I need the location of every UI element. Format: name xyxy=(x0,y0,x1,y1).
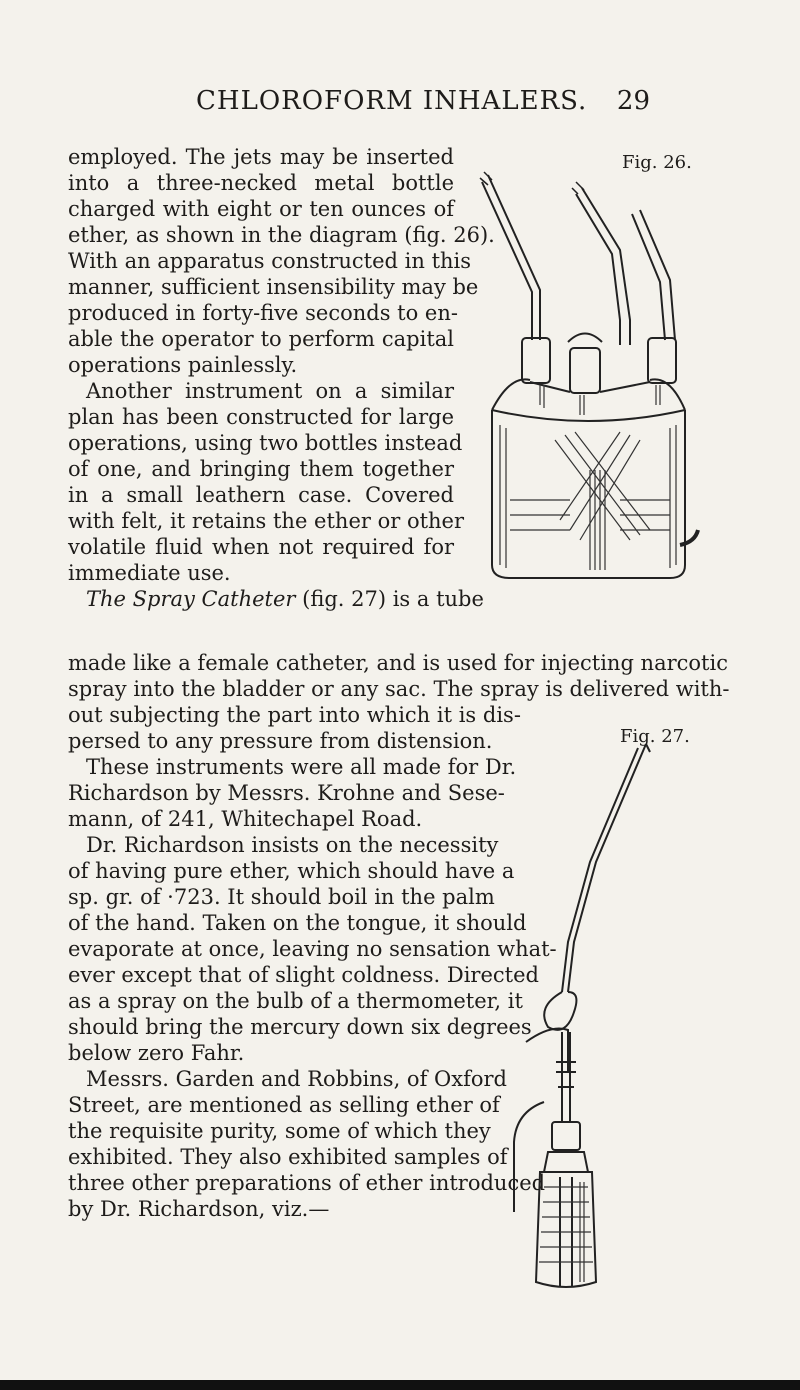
text-line: produced in forty-five seconds to en- xyxy=(68,301,458,325)
text-line: Richardson by Messrs. Krohne and Sese- xyxy=(68,781,505,805)
spray-catheter-line xyxy=(68,586,484,612)
page-header xyxy=(0,86,800,126)
text-line: These instruments were all made for Dr. xyxy=(86,755,517,779)
fig-27-label: Fig. 27. xyxy=(620,726,690,747)
paragraph-block-full-width xyxy=(68,650,730,702)
paragraph-line-full-3 xyxy=(68,702,521,728)
text-line: in a small leathern case. Covered xyxy=(68,483,454,507)
text-line: evaporate at once, leaving no sensation what- xyxy=(68,937,557,961)
text-line: operations, using two bottles instead xyxy=(68,431,463,455)
text-line: volatile fluid when not required for xyxy=(68,535,454,559)
paragraph-block-top xyxy=(68,144,495,612)
text-line: immediate use. xyxy=(68,561,231,585)
text-line: of having pure ether, which should have a xyxy=(68,859,515,883)
text-line: charged with eight or ten ounces of xyxy=(68,197,454,221)
text-line: three other preparations of ether introduced xyxy=(68,1171,546,1195)
text-line: Another instrument on a similar xyxy=(86,379,454,403)
spray-catheter-title: The Spray Catheter xyxy=(86,587,296,611)
text-line: persed to any pressure from distension. xyxy=(68,729,493,753)
text-line: should bring the mercury down six degrees xyxy=(68,1015,532,1039)
text-line: of one, and bringing them together xyxy=(68,457,454,481)
text-line: employed. The jets may be inserted xyxy=(68,145,454,169)
paragraph-block-bottom xyxy=(68,728,557,1222)
running-title: CHLOROFORM INHALERS. xyxy=(196,86,588,116)
fig-27-spray-catheter-illustration xyxy=(496,742,656,1292)
text-line: of the hand. Taken on the tongue, it should xyxy=(68,911,527,935)
text-line: into a three-necked metal bottle xyxy=(68,171,454,195)
text-line: with felt, it retains the ether or other xyxy=(68,509,465,533)
text-line: operations painlessly. xyxy=(68,353,298,377)
bottom-scan-edge xyxy=(0,1380,800,1390)
text-line: made like a female catheter, and is used for injecting narcotic xyxy=(68,651,728,675)
text-line: manner, sufficient insensibility may be xyxy=(68,275,479,299)
text-line: out subjecting the part into which it is dis- xyxy=(68,703,521,727)
spray-catheter-rest: (fig. 27) is a tube xyxy=(295,587,484,611)
text-line: Dr. Richardson insists on the necessity xyxy=(86,833,499,857)
text-line: exhibited. They also exhibited samples of xyxy=(68,1145,508,1169)
text-line: ever except that of slight coldness. Directed xyxy=(68,963,539,987)
text-line: the requisite purity, some of which they xyxy=(68,1119,491,1143)
text-line: Street, are mentioned as selling ether of xyxy=(68,1093,500,1117)
fig-26-bottle-illustration xyxy=(470,170,700,610)
text-line: sp. gr. of ·723. It should boil in the palm xyxy=(68,885,495,909)
text-line: With an apparatus constructed in this xyxy=(68,249,472,273)
text-line: mann, of 241, Whitechapel Road. xyxy=(68,807,423,831)
text-line: able the operator to perform capital xyxy=(68,327,454,351)
text-line: below zero Fahr. xyxy=(68,1041,245,1065)
text-line: as a spray on the bulb of a thermometer, it xyxy=(68,989,523,1013)
text-line: ether, as shown in the diagram (fig. 26). xyxy=(68,223,495,247)
text-line: plan has been constructed for large xyxy=(68,405,454,429)
page-number: 29 xyxy=(616,86,650,116)
fig-26-label: Fig. 26. xyxy=(622,152,692,173)
text-line: Messrs. Garden and Robbins, of Oxford xyxy=(86,1067,507,1091)
text-line: by Dr. Richardson, viz.— xyxy=(68,1197,330,1221)
text-line: spray into the bladder or any sac. The spray is delivered with- xyxy=(68,677,730,701)
